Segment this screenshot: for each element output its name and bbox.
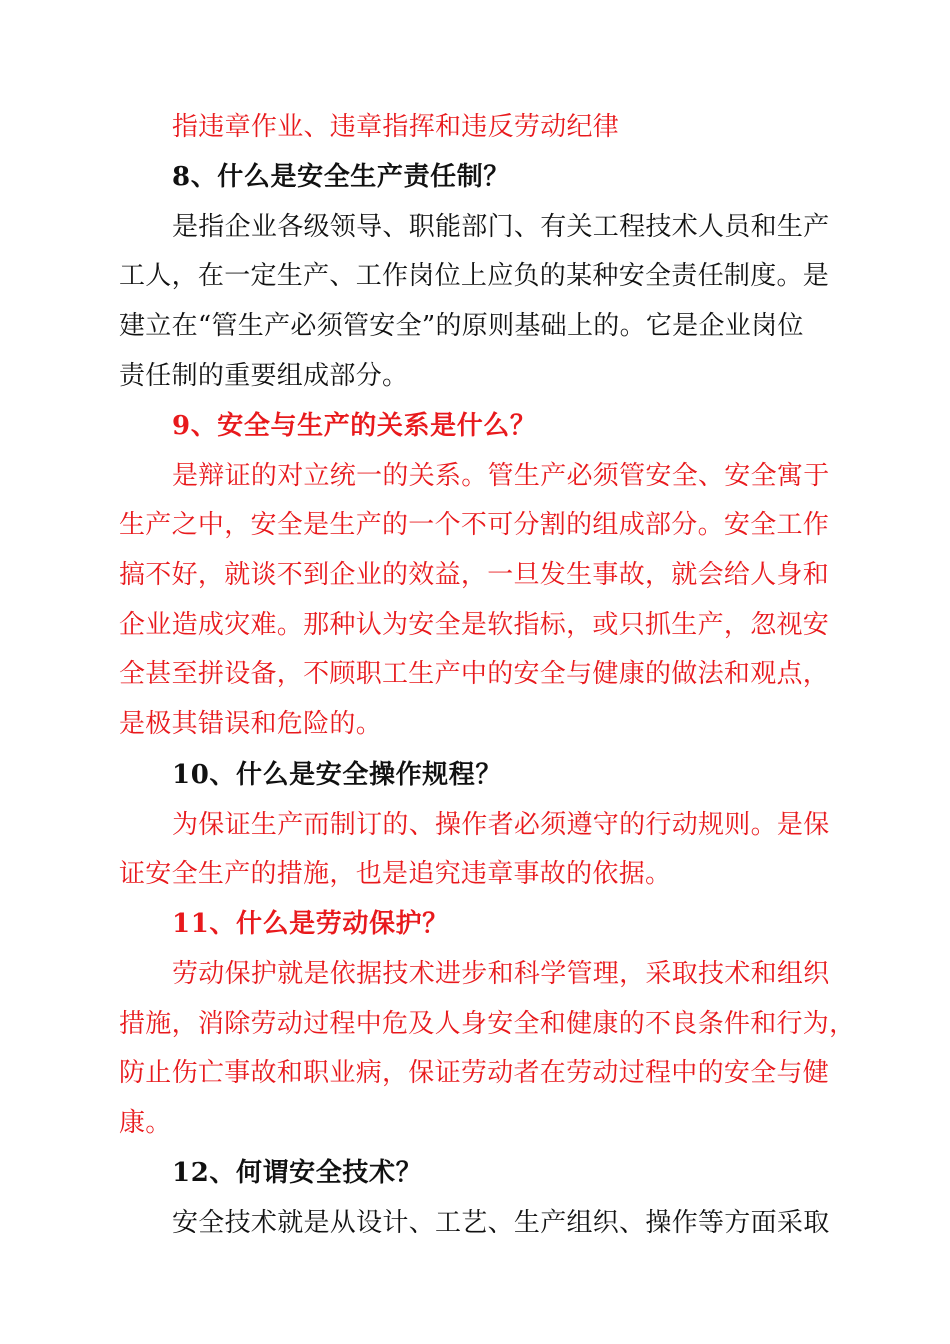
question-10-heading: 10、什么是安全操作规程？ (172, 760, 502, 790)
question-11-heading: 11、什么是劳动保护？ (172, 909, 449, 939)
question-8-heading: 8、什么是安全生产责任制？ (172, 162, 510, 192)
answer-9-line-6: 是极其错误和危险的。 (119, 709, 383, 739)
answer-11-line-3: 防止伤亡事故和职业病，保证劳动者在劳动过程中的安全与健 (119, 1058, 830, 1088)
answer-11-line-4: 康。 (119, 1108, 172, 1138)
answer-9-line-4: 企业造成灾难。那种认为安全是软指标，或只抓生产，忽视安 (119, 610, 830, 640)
answer-7-line-1: 指违章作业、违章指挥和违反劳动纪律 (172, 112, 620, 142)
answer-9-line-3: 搞不好，就谈不到企业的效益，一旦发生事故，就会给人身和 (119, 560, 830, 590)
answer-12-line-1: 安全技术就是从设计、工艺、生产组织、操作等方面采取 (172, 1208, 830, 1238)
answer-8-line-2: 工人，在一定生产、工作岗位上应负的某种安全责任制度。是 (119, 261, 830, 291)
answer-11-line-1: 劳动保护就是依据技术进步和科学管理，采取技术和组织 (172, 959, 830, 989)
question-12-heading: 12、何谓安全技术？ (172, 1158, 423, 1188)
answer-9-line-5: 全甚至拼设备，不顾职工生产中的安全与健康的做法和观点， (119, 659, 830, 689)
question-9-heading: 9、安全与生产的关系是什么？ (172, 411, 537, 441)
answer-9-line-1: 是辩证的对立统一的关系。管生产必须管安全、安全寓于 (172, 461, 830, 491)
answer-10-line-1: 为保证生产而制订的、操作者必须遵守的行动规则。是保 (172, 810, 830, 840)
answer-9-line-2: 生产之中，安全是生产的一个不可分割的组成部分。安全工作 (119, 510, 830, 540)
answer-8-line-3: 建立在“管生产必须管安全”的原则基础上的。它是企业岗位 (119, 311, 804, 341)
answer-11-line-2: 措施，消除劳动过程中危及人身安全和健康的不良条件和行为， (119, 1009, 856, 1039)
answer-8-line-1: 是指企业各级领导、职能部门、有关工程技术人员和生产 (172, 212, 830, 242)
answer-10-line-2: 证安全生产的措施，也是追究违章事故的依据。 (119, 859, 672, 889)
answer-8-line-4: 责任制的重要组成部分。 (119, 361, 409, 391)
